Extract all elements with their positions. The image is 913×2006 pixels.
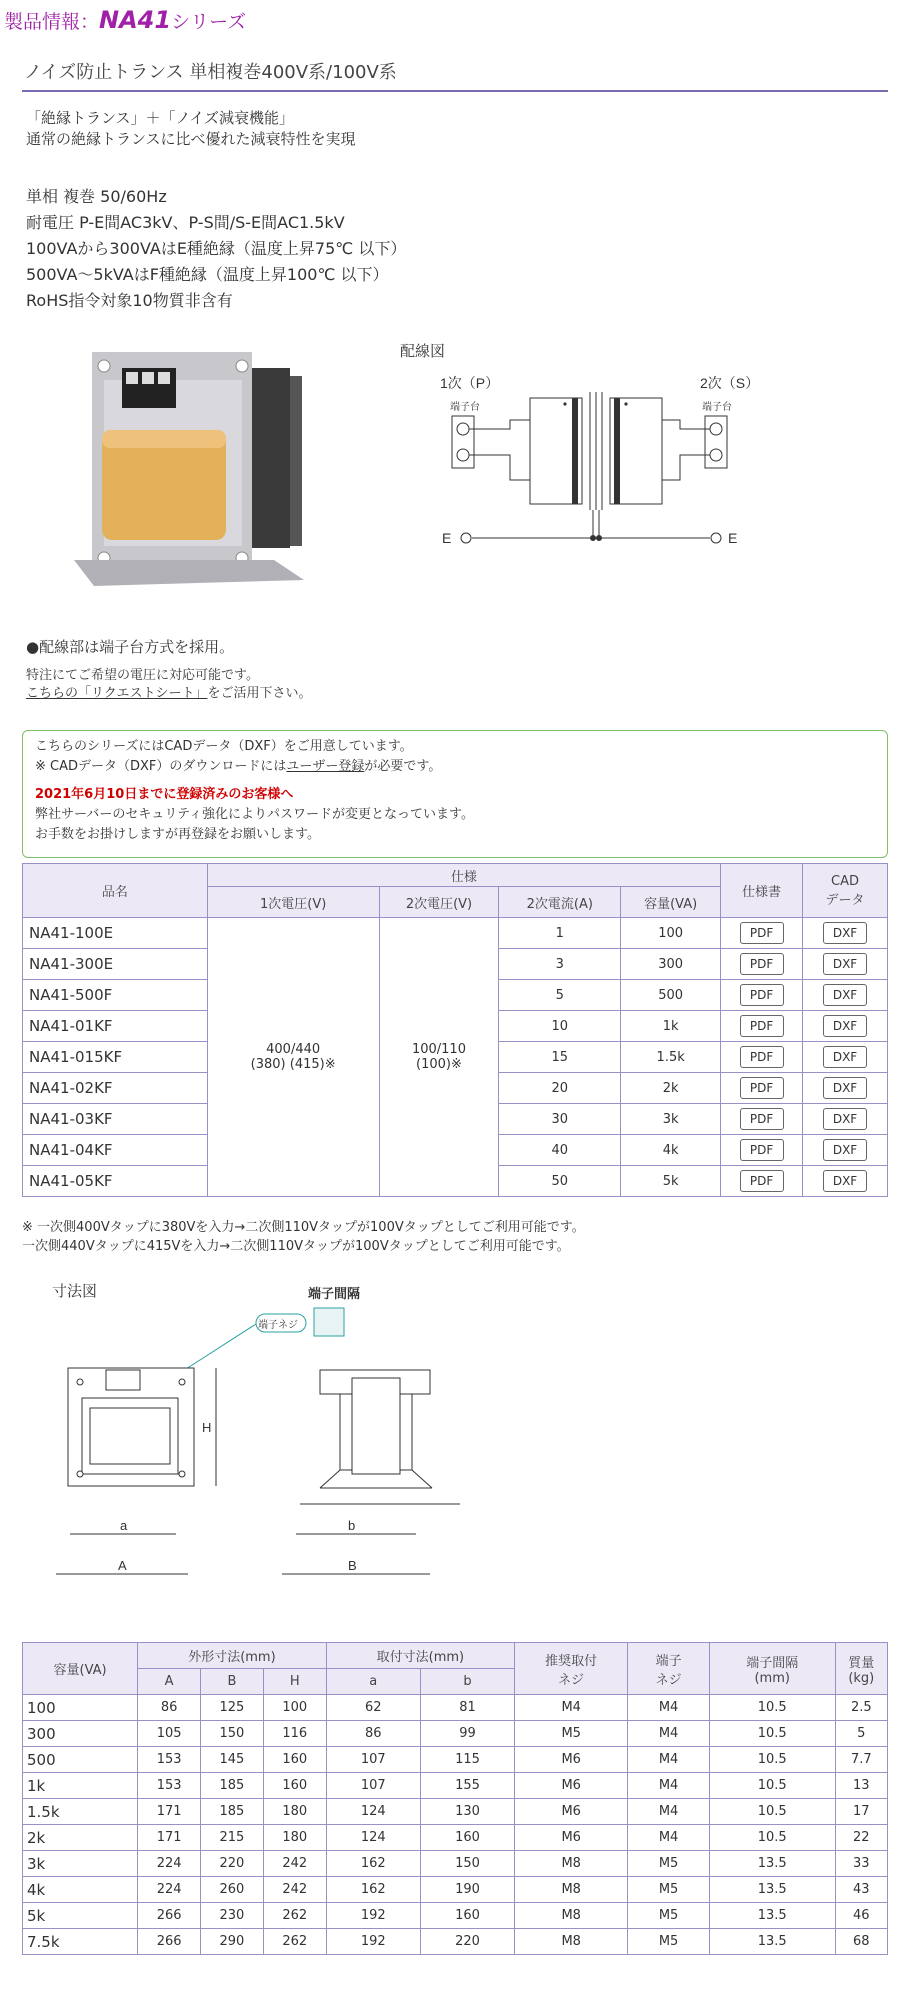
datasheet-cell [721,1135,803,1166]
secondary-current: 3 [499,949,621,980]
dim-header-capacity: 容量(VA) [23,1643,138,1695]
capacity: 2k [621,1073,721,1104]
cad-notice-line: 弊社サーバーのセキュリティ強化によりパスワードが変更となっています。 [35,807,475,822]
cad-notice-post: が必要です。 [364,759,442,774]
pdf-button[interactable]: PDF [740,1046,784,1068]
capacity-cell: 4k [23,1877,138,1903]
dim-header-mass-line1: 質量 [848,1655,875,1671]
dxf-button[interactable]: DXF [823,922,867,944]
datasheet-cell [721,918,803,949]
dim-header-mount: 取付寸法(mm) [326,1643,514,1669]
pdf-button[interactable]: PDF [740,1015,784,1037]
dxf-button[interactable]: DXF [823,1108,867,1130]
dim-b-label: b [348,1518,356,1533]
primary-voltage-tap: (380) (415)※ [250,1057,336,1072]
secondary-current: 1 [499,918,621,949]
datasheet-cell [721,1073,803,1104]
dim-A-cell: 224 [138,1851,201,1877]
terminal-screw-cell: M4 [628,1695,710,1721]
secondary-current: 20 [499,1073,621,1104]
table-row [23,918,888,949]
wiring-terminal-right: 端子台 [702,402,732,413]
datasheet-cell [721,980,803,1011]
product-photo [74,340,350,592]
dim-header-mass-line2: (kg) [848,1670,875,1686]
wiring-earth-right: E [728,530,738,546]
spec-list [26,184,406,314]
secondary-current: 5 [499,980,621,1011]
terminal-gap-cell: 10.5 [709,1695,835,1721]
special-order-note [26,667,312,703]
dim-a-cell: 162 [326,1851,420,1877]
capacity: 1k [621,1011,721,1042]
capacity: 300 [621,949,721,980]
dim-B-cell: 185 [201,1773,264,1799]
terminal-gap-cell: 13.5 [709,1903,835,1929]
page-header [0,0,913,40]
product-table [22,863,888,1197]
dim-b-cell: 115 [420,1747,514,1773]
mass-cell: 13 [835,1773,887,1799]
request-sheet-link[interactable]: こちらの「リクエストシート」 [26,686,208,701]
secondary-voltage: 100/110 [411,1042,466,1057]
dim-a-cell: 107 [326,1747,420,1773]
header-model: NA41 [99,6,172,34]
terminal-gap-cell: 10.5 [709,1721,835,1747]
product-model: NA41-02KF [23,1073,208,1104]
dim-header-tscrew-line1: 端子 [655,1653,682,1669]
dxf-button[interactable]: DXF [823,984,867,1006]
table-row [23,1799,888,1825]
dim-b-cell: 130 [420,1799,514,1825]
capacity: 500 [621,980,721,1011]
dim-b-cell: 190 [420,1877,514,1903]
datasheet-cell [721,1166,803,1197]
datasheet-cell [721,1042,803,1073]
header-spec: 仕様 [207,864,720,887]
terminal-screw-label: 端子ネジ [258,1320,298,1331]
mount-screw-cell: M8 [515,1851,628,1877]
table-row [23,1773,888,1799]
dim-header-mass [835,1643,887,1695]
dim-B-cell: 230 [201,1903,264,1929]
dxf-button[interactable]: DXF [823,953,867,975]
footnote-line: ※ 一次側400Vタップに380Vを入力→二次側110Vタップが100Vタップとしてご利用可能です。 [22,1220,585,1235]
terminal-gap-cell: 13.5 [709,1851,835,1877]
dim-H-cell: 242 [263,1851,326,1877]
product-model: NA41-01KF [23,1011,208,1042]
header-cad-line1: CAD [831,873,859,889]
cad-notice-line: こちらのシリーズにはCADデータ（DXF）をご用意しています。 [35,739,413,754]
capacity: 100 [621,918,721,949]
dim-H-cell: 160 [263,1747,326,1773]
dim-a-label: a [120,1518,128,1533]
product-model: NA41-03KF [23,1104,208,1135]
dim-header-tscrew [628,1643,710,1695]
dim-A-cell: 224 [138,1877,201,1903]
special-order-suffix: をご活用下さい。 [207,686,312,701]
footnote-line: 一次側440Vタップに415Vを入力→二次側110Vタップが100Vタップとしてご利用可能です。 [22,1239,570,1254]
secondary-current: 50 [499,1166,621,1197]
dim-b-cell: 220 [420,1929,514,1955]
dim-header-tscrew-line2: ネジ [655,1672,682,1688]
spec-item: 500VA～5kVAはF種絶縁（温度上昇100℃ 以下） [26,265,389,284]
dxf-button[interactable]: DXF [823,1046,867,1068]
pdf-button[interactable]: PDF [740,984,784,1006]
intro-line: 「絶縁トランス」＋「ノイズ減衰機能」 [26,109,295,127]
cad-cell [803,980,888,1011]
wiring-terminal-left: 端子台 [450,402,480,413]
primary-voltage: 400/440 [266,1042,321,1057]
cad-notice-alert: 2021年6月10日までに登録済みのお客様へ [35,787,294,802]
dim-A-label: A [118,1558,127,1573]
terminal-note: ●配線部は端子台方式を採用。 [26,638,235,656]
table-row [23,1721,888,1747]
dim-H-cell: 262 [263,1903,326,1929]
product-model: NA41-100E [23,918,208,949]
secondary-current: 10 [499,1011,621,1042]
dim-B-cell: 215 [201,1825,264,1851]
spec-item: 耐電圧 P-E間AC3kV、P-S間/S-E間AC1.5kV [26,213,345,232]
terminal-screw-cell: M4 [628,1721,710,1747]
dim-B-cell: 150 [201,1721,264,1747]
pdf-button[interactable]: PDF [740,1139,784,1161]
terminal-gap-label: 端子間隔 [308,1286,361,1301]
header-cad [803,864,888,918]
pdf-button[interactable]: PDF [740,1077,784,1099]
mass-cell: 5 [835,1721,887,1747]
capacity: 4k [621,1135,721,1166]
capacity-cell: 300 [23,1721,138,1747]
datasheet-cell [721,1011,803,1042]
mass-cell: 43 [835,1877,887,1903]
dim-b-cell: 150 [420,1851,514,1877]
product-model: NA41-05KF [23,1166,208,1197]
mount-screw-cell: M4 [515,1695,628,1721]
mount-screw-cell: M8 [515,1929,628,1955]
dim-A-cell: 266 [138,1903,201,1929]
table-row [23,1877,888,1903]
primary-voltage-cell [207,918,379,1197]
dim-H-cell: 160 [263,1773,326,1799]
dim-a-cell: 107 [326,1773,420,1799]
dim-header-H: H [263,1669,326,1695]
dim-header-screw [515,1643,628,1695]
mass-cell: 2.5 [835,1695,887,1721]
dim-H-cell: 262 [263,1929,326,1955]
dim-A-cell: 105 [138,1721,201,1747]
mass-cell: 22 [835,1825,887,1851]
dxf-button[interactable]: DXF [823,1015,867,1037]
dim-a-cell: 192 [326,1903,420,1929]
cad-cell [803,1104,888,1135]
spec-item: 100VAから300VAはE種絶縁（温度上昇75℃ 以下） [26,239,407,258]
dim-header-outer: 外形寸法(mm) [138,1643,326,1669]
cad-cell [803,1135,888,1166]
terminal-gap-cell: 10.5 [709,1799,835,1825]
dim-a-cell: 86 [326,1721,420,1747]
table-row [23,1851,888,1877]
product-model: NA41-04KF [23,1135,208,1166]
dim-B-cell: 145 [201,1747,264,1773]
table-row [23,1695,888,1721]
mass-cell: 68 [835,1929,887,1955]
terminal-gap-cell: 10.5 [709,1773,835,1799]
dim-B-cell: 290 [201,1929,264,1955]
dim-b-cell: 155 [420,1773,514,1799]
dim-a-cell: 62 [326,1695,420,1721]
dim-H-cell: 100 [263,1695,326,1721]
header-suffix: シリーズ [171,11,247,33]
dxf-button[interactable]: DXF [823,1170,867,1192]
dimension-table [22,1642,888,1955]
secondary-current: 40 [499,1135,621,1166]
wiring-secondary-label: 2次（S） [700,375,760,391]
datasheet-cell [721,1104,803,1135]
terminal-gap-cell: 13.5 [709,1877,835,1903]
pdf-button[interactable]: PDF [740,953,784,975]
dim-A-cell: 171 [138,1799,201,1825]
spec-item: 単相 複巻 50/60Hz [26,187,167,206]
header-primary-voltage: 1次電圧(V) [207,887,379,918]
dim-a-cell: 124 [326,1799,420,1825]
mount-screw-cell: M6 [515,1773,628,1799]
dim-B-cell: 185 [201,1799,264,1825]
header-secondary-voltage: 2次電圧(V) [379,887,499,918]
header-title [4,6,246,34]
dim-H-cell: 180 [263,1799,326,1825]
wiring-title: 配線図 [400,343,446,360]
header-capacity: 容量(VA) [621,887,721,918]
mount-screw-cell: M6 [515,1799,628,1825]
capacity-cell: 7.5k [23,1929,138,1955]
dim-header-b: b [420,1669,514,1695]
dim-b-cell: 160 [420,1903,514,1929]
secondary-voltage-tap: (100)※ [416,1057,462,1072]
terminal-gap-cell: 10.5 [709,1825,835,1851]
dim-a-cell: 124 [326,1825,420,1851]
cad-notice-pre: ※ CADデータ（DXF）のダウンロードには [35,759,287,774]
mount-screw-cell: M8 [515,1903,628,1929]
capacity-cell: 1.5k [23,1799,138,1825]
product-model: NA41-500F [23,980,208,1011]
mount-screw-cell: M6 [515,1747,628,1773]
secondary-current: 15 [499,1042,621,1073]
dimension-title: 寸法図 [52,1283,98,1300]
dim-H-cell: 116 [263,1721,326,1747]
header-cad-line2: データ [825,892,865,908]
mount-screw-cell: M6 [515,1825,628,1851]
secondary-voltage-cell [379,918,499,1197]
product-model: NA41-300E [23,949,208,980]
dim-header-screw-line2: ネジ [558,1672,585,1688]
secondary-current: 30 [499,1104,621,1135]
datasheet-cell [721,949,803,980]
capacity: 5k [621,1166,721,1197]
dim-H-cell: 180 [263,1825,326,1851]
dxf-button[interactable]: DXF [823,1077,867,1099]
cad-cell [803,1166,888,1197]
terminal-screw-cell: M5 [628,1877,710,1903]
pdf-button[interactable]: PDF [740,922,784,944]
terminal-screw-cell: M4 [628,1773,710,1799]
header-secondary-current: 2次電流(A) [499,887,621,918]
table-row [23,1903,888,1929]
pdf-button[interactable]: PDF [740,1108,784,1130]
terminal-screw-cell: M4 [628,1747,710,1773]
header-model: 品名 [23,864,208,918]
terminal-gap-cell: 13.5 [709,1929,835,1955]
mass-cell: 7.7 [835,1747,887,1773]
capacity-cell: 2k [23,1825,138,1851]
table-row [23,1825,888,1851]
capacity: 1.5k [621,1042,721,1073]
mass-cell: 46 [835,1903,887,1929]
dim-b-cell: 160 [420,1825,514,1851]
dim-a-cell: 162 [326,1877,420,1903]
dim-header-screw-line1: 推奨取付 [545,1653,598,1669]
capacity-cell: 1k [23,1773,138,1799]
intro-text [26,108,356,150]
wiring-primary-label: 1次（P） [440,375,500,391]
cad-cell [803,1073,888,1104]
dxf-button[interactable]: DXF [823,1139,867,1161]
terminal-screw-cell: M5 [628,1929,710,1955]
dim-header-a: a [326,1669,420,1695]
mount-screw-cell: M5 [515,1721,628,1747]
dim-B-cell: 220 [201,1851,264,1877]
dim-B-cell: 125 [201,1695,264,1721]
divider [22,90,888,92]
cad-cell [803,1042,888,1073]
dim-A-cell: 153 [138,1773,201,1799]
page-subtitle: ノイズ防止トランス 単相複巻400V系/100V系 [24,62,397,83]
terminal-screw-cell: M5 [628,1903,710,1929]
voltage-footnote [22,1218,585,1256]
dim-H-cell: 242 [263,1877,326,1903]
terminal-screw-cell: M4 [628,1799,710,1825]
capacity-cell: 3k [23,1851,138,1877]
dim-header-gap-line2: (mm) [754,1670,790,1686]
user-registration-link[interactable]: ユーザー登録 [286,759,365,774]
dim-a-cell: 192 [326,1929,420,1955]
capacity-cell: 5k [23,1903,138,1929]
mass-cell: 33 [835,1851,887,1877]
cad-notice-box [22,730,888,858]
dim-A-cell: 153 [138,1747,201,1773]
dim-A-cell: 171 [138,1825,201,1851]
pdf-button[interactable]: PDF [740,1170,784,1192]
mount-screw-cell: M8 [515,1877,628,1903]
dim-B-label: B [348,1558,357,1573]
cad-notice-line: お手数をお掛けしますが再登録をお願いします。 [35,827,320,842]
cad-cell [803,1011,888,1042]
dim-header-B: B [201,1669,264,1695]
dim-header-gap-line1: 端子間隔 [746,1655,799,1671]
special-order-line: 特注にてご希望の電圧に対応可能です。 [26,668,259,683]
dim-b-cell: 99 [420,1721,514,1747]
dim-header-gap [709,1643,835,1695]
table-row [23,1929,888,1955]
spec-item: RoHS指令対象10物質非含有 [26,291,233,310]
cad-cell [803,949,888,980]
special-order-line2 [26,685,312,703]
dim-b-cell: 81 [420,1695,514,1721]
dim-A-cell: 266 [138,1929,201,1955]
capacity: 3k [621,1104,721,1135]
mass-cell: 17 [835,1799,887,1825]
dim-H-label: H [202,1420,212,1435]
cad-cell [803,918,888,949]
dim-header-A: A [138,1669,201,1695]
terminal-screw-cell: M5 [628,1851,710,1877]
dim-B-cell: 260 [201,1877,264,1903]
intro-line: 通常の絶縁トランスに比べ優れた減衰特性を実現 [26,130,356,148]
product-model: NA41-015KF [23,1042,208,1073]
wiring-earth-left: E [442,530,452,546]
dim-A-cell: 86 [138,1695,201,1721]
table-row [23,1747,888,1773]
header-datasheet: 仕様書 [721,864,803,918]
wiring-diagram [400,340,830,580]
header-prefix: 製品情報： [4,11,100,33]
capacity-cell: 100 [23,1695,138,1721]
terminal-gap-cell: 10.5 [709,1747,835,1773]
terminal-screw-cell: M4 [628,1825,710,1851]
dimension-drawing [52,1278,530,1618]
capacity-cell: 500 [23,1747,138,1773]
cad-notice-line2 [35,757,875,777]
